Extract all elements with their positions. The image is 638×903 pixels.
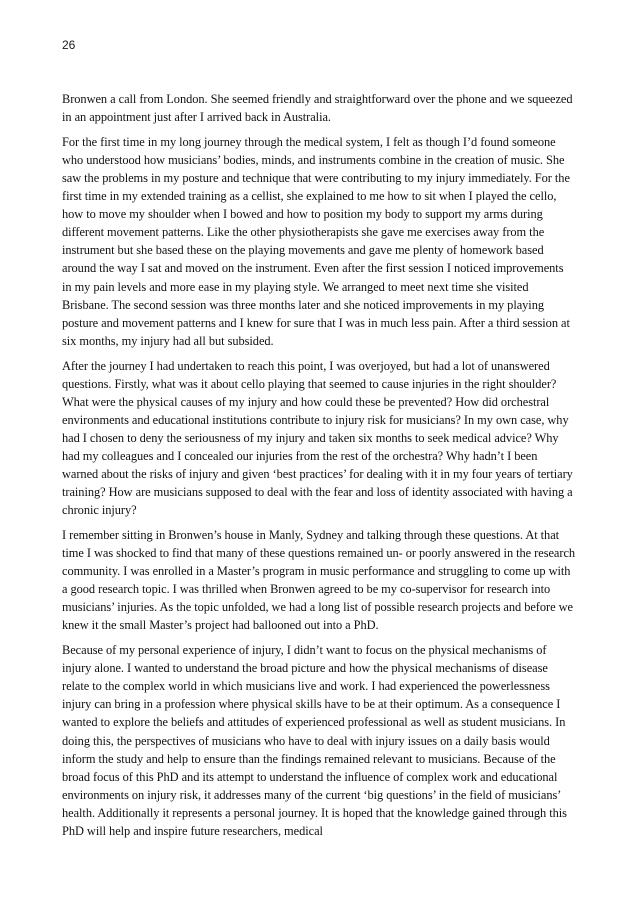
paragraph-5: Because of my personal experience of injury, I didn’t want to focus on the physical mechanisms of injury alone. I wanted to understand the broad picture and how the physical mechanisms of disease relate to the complex world in which musicians live and work. I had experienced the powerlessness injury can bring in a profession where physical skills have to be at their optimum. As a consequence I wanted to explore the beliefs and attitudes of experienced professional as well as student musicians. In doing this, the perspectives of musicians who have to deal with injury issues on a daily basis would inform the study and help to ensure than the findings remained relevant to musicians. Because of the broad focus of this PhD and its attempt to understand the influence of complex work and educational environments on injury risk, it addresses many of the current ‘big questions’ in the field of musicians’ health. Additionally it represents a personal journey. It is hoped that the knowledge gained through this PhD will help and inspire future researchers, medical — [62, 643, 567, 839]
paragraph-1: Bronwen a call from London. She seemed friendly and straightforward over the phone and we squeezed in an appointment just after I arrived back in Australia. — [62, 92, 573, 125]
paragraph-3: After the journey I had undertaken to reach this point, I was overjoyed, but had a lot of unanswered questions. Firstly, what was it about cello playing that seemed to cause injuries in the right shoulder? What were the physical causes of my injury and how could these be prevented? How did orchestral environments and educational institutions contribute to injury risk for musicians? In my own case, why had I chosen to deny the seriousness of my injury and taken six months to seek medical advice? Why had my colleagues and I concealed our injuries from the rest of the orchestra? Why hadn’t I been warned about the risks of injury and given ‘best practices’ for dealing with it in my four years of tertiary training? How are musicians supposed to deal with the fear and loss of identity associated with having a chronic injury? — [62, 358, 573, 518]
body-text — [62, 90, 576, 847]
page-number: 26 — [62, 38, 76, 52]
paragraph-4: I remember sitting in Bronwen’s house in Manly, Sydney and talking through these questions. At that time I was shocked to find that many of these questions remained un- or poorly answered in the research community. I was enrolled in a Master’s program in music performance and struggling to come up with a good research topic. I was thrilled when Bronwen agreed to be my co-supervisor for research into musicians’ injuries. As the topic unfolded, we had a long list of possible research projects and before we knew it the small Master’s project had ballooned out into a PhD. — [62, 527, 576, 633]
paragraph-2: For the first time in my long journey through the medical system, I felt as though I’d found someone who understood how musicians’ bodies, minds, and instruments combine in the creation of music. She saw the problems in my posture and technique that were contributing to my injury immediately. For the first time in my extended training as a cellist, she explained to me how to sit when I played the cello, how to move my shoulder when I bowed and how to position my body to support my arms during different movement patterns. Like the other physiotherapists she gave me exercises away from the instrument but she based these on the playing movements and gave me plenty of homework based around the way I sat and moved on the instrument. Even after the first session I noticed improvements in my pain levels and more ease in my playing style. We arranged to meet next time she visited Brisbane. The second session was three months later and she noticed improvements in my playing posture and movement patterns and I knew for sure that I was in much less pain. After a third session at six months, my injury had all but subsided. — [62, 134, 570, 348]
